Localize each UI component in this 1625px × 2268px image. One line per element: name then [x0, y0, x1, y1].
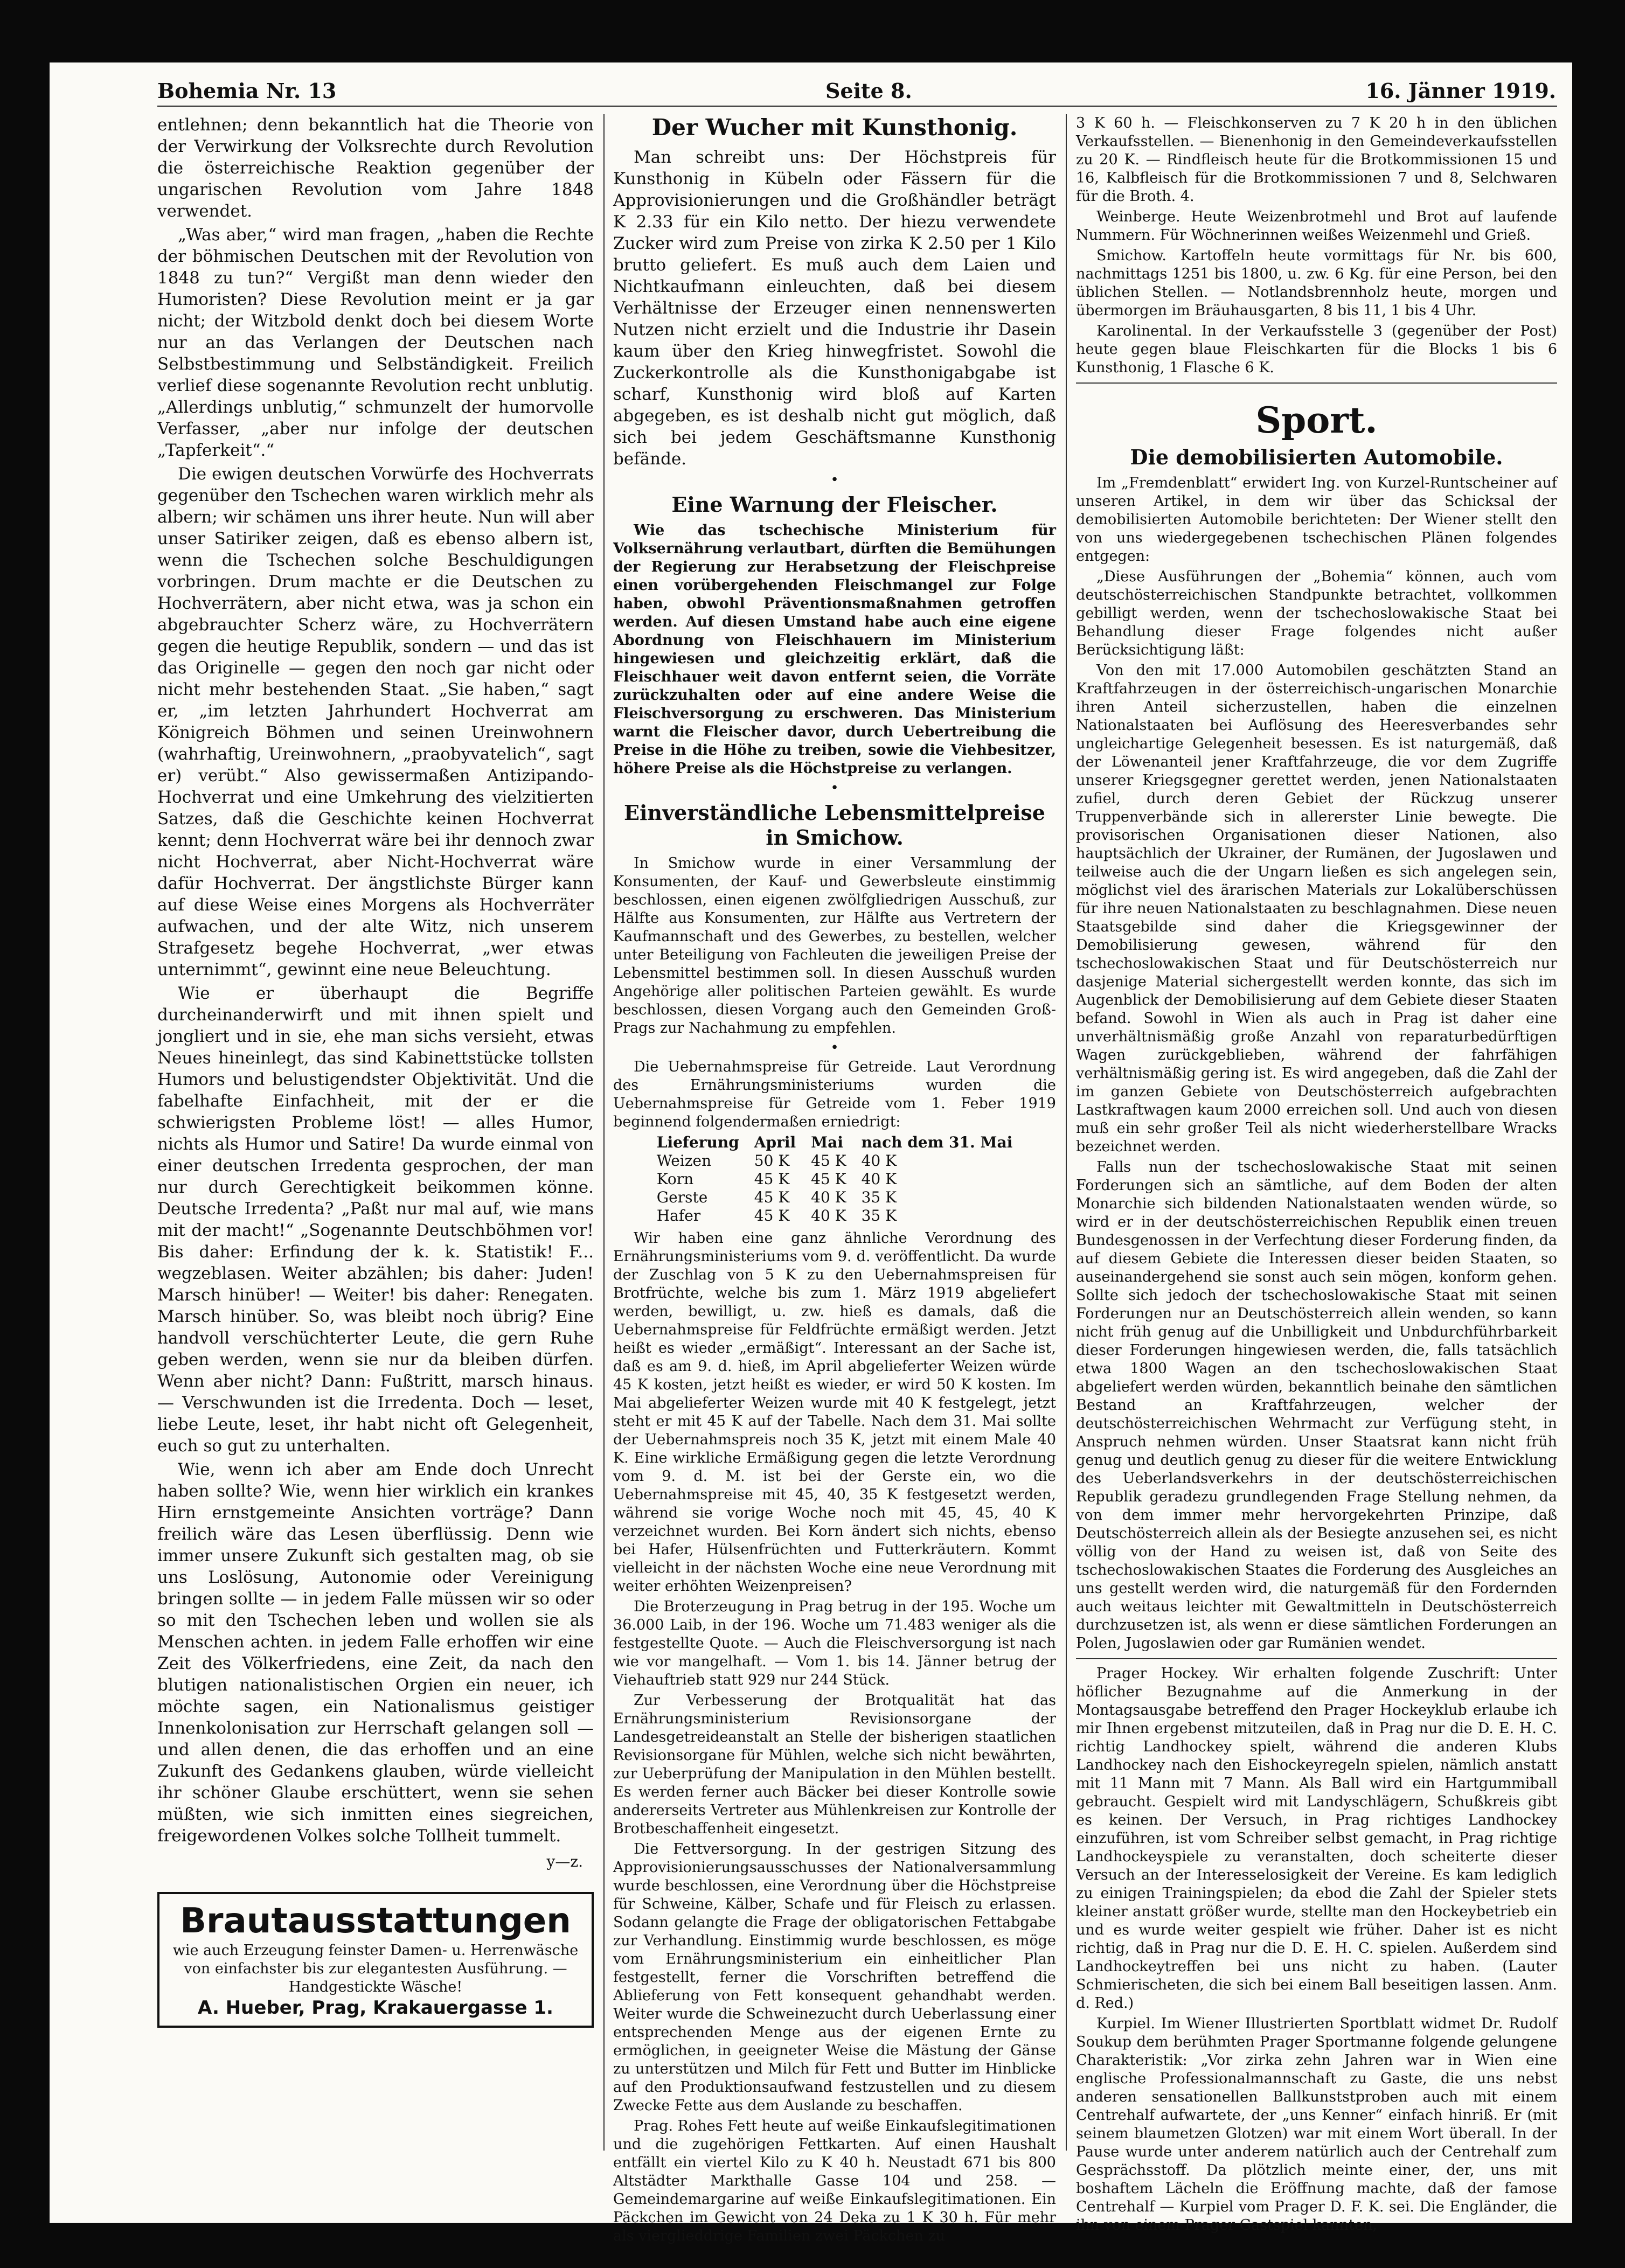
paragraph: Kurpiel. Im Wiener Illustrierten Sportblatt widmet Dr. Rudolf Soukup dem berühmten Prager Sportmanne folgende gelungene Charakteristik: „Vor zirka zehn Jahren war in Wien eine englische Professionalmannschaft zu Gaste, die uns nebst anderen sensationellen Ballkunststproben auch mit einem Centrehalf aufwartete, der „uns Kenner“ einfach hinriß. Er (mit seinem blaumetzen Glotzen) war mit einem Wort überall. In der Pause wurde unter anderem natürlich auch der Centrehalf zum Gesprächsstoff. Da plötzlich meinte einer, der, uns mit boshaftem Lächeln die Eröffnung machte, daß der famose Centrehalf — Kurpiel vom Prager D. F. K. sei. Die Engländer, die ihn von einem Prager Gastspiel kannten, — [1076, 2015, 1557, 2234]
paragraph: Die Broterzeugung in Prag betrug in der 195. Woche um 36.000 Laib, in der 196. Woche um 71.483 weniger als die festgestellte Quote. — Auch die Fleischversorgung ist nach wie vor mangelhaft. — Vom 1. bis 14. Jänner betrug der Viehauftrieb statt 929 nur 244 Stück. — [613, 1598, 1056, 1688]
separator: • — [830, 780, 839, 796]
headline: Die demobilisierten Automobile. — [1130, 445, 1503, 469]
table-cell: 40 K — [861, 1170, 897, 1188]
table-header: nach dem 31. Mai — [861, 1133, 1013, 1151]
section-rule — [1076, 382, 1557, 384]
grain-price-table — [649, 1133, 1020, 1225]
paragraph: Wie er überhaupt die Begriffe durcheinanderwirft und mit ihnen spielt und jongliert und in sie, ehe man sichs versieht, etwas Neues hineinlegt, das sind Kabinettstücke tollsten Humors und belustigendster Objektivität. Und die fabelhafte Einfachheit, mit der er die schwierigsten Probleme löst! — alles Humor, nichts als Humor und Satire! Da wurde einmal von einer deutschen Irredenta gesprochen, der man nur durch Gerechtigkeit beikommen könne. Deutsche Irredenta? „Paßt nur mal auf, wie mans mit der macht!“ „Sogenannte Deutschböhmen vor! Bis daher: Erfindung der k. k. Statistik! F... wegzeblasen. Weiter abzählen; bis daher: Juden! Marsch hinüber! — Weiter! bis daher: Renegaten. Marsch hinüber. So, was bleibt noch übrig? Eine handvoll verschüchterter Leute, die gern Ruhe geben werden, wenn sie nur da bleiben dürfen. Wenn aber nicht? Dann: Fußtritt, marsch hinaus. — Verschwunden ist die Irredenta. Doch — leset, liebe Leute, leset, ihr habt nicht oft Gelegenheit, euch so gut zu unterhalten. — [157, 984, 594, 1456]
ad-address: A. Hueber, Prag, Krakauergasse 1. — [198, 1997, 553, 2019]
section-title: Sport. — [1255, 399, 1378, 441]
table-cell: 40 K — [861, 1152, 897, 1170]
advertisement — [157, 1892, 594, 2028]
column-2 — [613, 114, 1056, 2244]
paragraph: Von den mit 17.000 Automobilen geschätzten Stand an Kraftfahrzeugen in der österreichisch-ungarischen Monarchie ihren Anteil sicherzustellen, haben die einzelnen Nationalstaaten bei Auflösung des Heeresverbandes sehr ungleichartige Gelegenheit besessen. Es ist naturgemäß, daß der Löwenanteil jener Kraftfahrzeuge, die vor dem Zugriffe unserer Kriegsgegner gerettet werden, jenen Nationalstaaten zufiel, durch deren Gebiet der Rückzug unserer Truppenverbände sich in allererster Linie bewegte. Die provisorischen Organisationen dieser Nationen, also hauptsächlich der Ukrainer, der Rumänen, der Jugoslawen und teilweise auch die der Ungarn ließen es sich angelegen sein, möglichst viel des ärarischen Materials zur Lokalüberschüssen für ihre neuen Nationalstaaten zu beschlagnahmen. Diese neuen Staatsgebilde sind daher die Kriegsgewinner der Demobilisierung gewesen, während für den tschechoslowakischen Staat und für Deutschösterreich nur dasjenige Material sichergestellt werden konnte, das sich im Augenblick der Demobilisierung auf dem Gebiete dieser Staaten befand. Sowohl in Wien als auch in Prag ist daher eine unverhältnismäßig große Anzahl von reparaturbedürftigen Wagen zurückgeblieben, während der fahrfähigen verhältnismäßig gering ist. Es wird angegeben, daß die Zahl der im ganzen Gebiete von Deutschösterreich aufgebrachten Lastkraftwagen kaum 2000 erreichen soll. Und auch von diesen muß ein sehr großer Teil als nicht wiederherstellbare Wracks bezeichnet werden. — [1076, 662, 1557, 1155]
ad-title: Brautausstattungen — [180, 1901, 571, 1941]
paragraph: Man schreibt uns: Der Höchstpreis für Kunsthonig in Kübeln oder Fässern für die Approvisionierungen und die Großhändler beträgt K 2.33 für ein Kilo netto. Der hiezu verwendete Zucker wird zum Preise von zirka K 2.50 per 1 Kilo brutto geliefert. Es muß auch dem Laien und Nichtkaufmann einleuchten, daß bei diesem Verhältnisse der Erzeuger einen nennenswerten Nutzen nicht erzielt und die Industrie ihr Dasein kaum über den Krieg hinwegfristet. Sowohl die Zuckerkontrolle als die Kunsthonigabgabe ist scharf, Kunsthonig wird bloß auf Karten abgegeben, es ist deshalb nicht gut möglich, daß sich bei jedem Geschäftsmanne Kunsthonig befände. — [613, 148, 1056, 469]
section-rule — [1076, 1658, 1557, 1659]
column-rule — [1066, 114, 1067, 2151]
headline: Einverständliche Lebensmittelpreise in Smichow. — [624, 801, 1045, 850]
column-3 — [1076, 114, 1557, 2234]
column-1 — [157, 114, 594, 2151]
table-cell: 40 K — [811, 1188, 846, 1206]
paragraph: Prag. Rohes Fett heute auf weiße Einkaufslegitimationen und die zugehörigen Fettkarten. Auf einen Haushalt entfällt ein viertel Kilo zu K 40 h. Neustadt 671 bis 800 Altstädter Markthalle Gasse 104 und 258. — Gemeindemargarine auf weiße Einkaufslegitimationen. Ein Päckchen im Gewicht von 24 Deka zu 1 K 30 h. Für mehr als vierglieddrige Familien zwei Päckchen zu — [613, 2118, 1056, 2244]
table-header: Mai — [811, 1133, 843, 1151]
table-header: April — [754, 1133, 796, 1151]
paragraph: Die Uebernahmspreise für Getreide. Laut Verordnung des Ernährungsministeriums wurden die Uebernahmspreise für Getreide vom 1. Feber 1919 beginnend folgendermaßen erniedrigt: — [613, 1059, 1056, 1130]
paragraph: Wie, wenn ich aber am Ende doch Unrecht haben sollte? Wie, wenn hier wirklich ein krankes Hirn ernstgemeinte Ansichten vorträge? Dann freilich wäre das Lesen überflüssig. Denn wie immer unsere Zukunft sich gestalten mag, ob sie uns Loslösung, Autonomie oder Vereinigung bringen sollte — in jedem Falle müssen wir so oder so mit den Tschechen leben und wollen sie als Menschen achten. in jedem Falle erhoffen wir eine Zeit des Völkerfriedens, eine Zeit, da nach den blutigen nationalistischen Orgien ein neuer, ich möchte sagen, ein Nationalismus geistiger Innenkolonisation zur Herrschaft gelangen soll — und allen denen, die das erhoffen und an eine Zukunft des Gedankens glauben, würde vielleicht ihr schöner Glaube erschüttert, wenn sie sehen müßten, wie sich inmitten eines siegreichen, freigewordenen Volkes solche Tollheit tummelt. — [157, 1460, 594, 1846]
table-cell: 45 K — [754, 1207, 790, 1225]
paragraph: Die Fettversorgung. In der gestrigen Sitzung des Approvisionierungsausschusses der Nationalversammlung wurde beschlossen, eine Verordnung über die Höchstpreise für Schweine, Kälber, Schafe und für Fleisch zu erlassen. Sodann gelangte die Frage der obligatorischen Fettabgabe zur Verhandlung. Einstimmig wurde beschlossen, es möge vom Ernährungsministerium ein einheitlicher Plan festgestellt, ferner die Vorschriften betreffend die Ablieferung von Fett konsequent gehandhabt werden. Weiter wurde die Schweinezucht durch Ueberlassung einer entsprechenden Menge aus der eigenen Ernte zu ermöglichen, in geeigneter Weise die Mästung der Gänse zu unterstützen und Milch für Fett und Butter im Hinblicke auf den Produktionsaufwand festzustellen und zu diesem Zwecke Fette aus dem Auslande zu beschaffen. — [613, 1841, 1056, 2114]
paragraph: In Smichow wurde in einer Versammlung der Konsumenten, der Kauf- und Gewerbsleute einstimmig beschlossen, einen eigenen zwölfgliedrigen Ausschuß, zur Hälfte aus Konsumenten, zur Hälfte aus Vertretern der Kaufmannschaft und des Gewerbes, zu bestellen, welcher unter Beteiligung von Fachleuten die jeweiligen Preise der Lebensmittel bestimmen soll. In diesen Ausschuß wurden Angehörige aller politischen Parteien gewählt. Es wurde beschlossen, diesen Vorgang auch den Gemeinden Groß-Prags zur Nachahmung zu empfehlen. — [613, 855, 1056, 1036]
paragraph: Wie das tschechische Ministerium für Volksernährung verlautbart, dürften die Bemühungen der Regierung zur Herabsetzung der Fleischpreise einen vorübergehenden Fleischmangel zur Folge haben, obwohl Präventionsmaßnahmen getroffen werden. Auf diesen Umstand habe auch eine eigene Abordnung von Fleischhauern im Ministerium hingewiesen und gleichzeitig erklärt, daß die Fleischhauer weit davon entfernt seien, die Vorräte zurückzuhalten oder auf eine andere Weise die Fleischversorgung zu erschweren. Das Ministerium warnt die Fleischer davor, durch Uebertreibung die Preise in die Höhe zu treiben, sowie die Viehbesitzer, höhere Preise als die Höchstpreise zu verlangen. — [613, 522, 1056, 777]
paragraph: „Was aber,“ wird man fragen, „haben die Rechte der böhmischen Deutschen mit der Revolution von 1848 zu tun?“ Vergißt man denn wieder den Humoristen? Diese Revolution meint er ja gar nicht; der Witzbold denkt doch bei diesem Worte nur an das Verlangen der Deutschen nach Selbstbestimmung und Selbständigkeit. Freilich verlief diese sogenannte Revolution recht unblutig. „Allerdings unblutig,“ schmunzelt der humorvolle Verfasser, „aber nur infolge der deutschen „Tapferkeit“.“ — [157, 225, 594, 460]
paragraph: Prager Hockey. Wir erhalten folgende Zuschrift: Unter höflicher Bezugnahme auf die Anmerkung in der Montagsausgabe betreffend den Prager Hockeyklub erlaube ich mir Ihnen ergebenst mitzuteilen, daß in Prag nur die D. E. H. C. richtig Landhockey spielt, während die anderen Klubs Landhockey nach den Eishockeyregeln spielen, nämlich anstatt mit 11 Mann mit 7 Mann. Als Ball wird ein Hartgummiball gebraucht. Gespielt wird mit Landyschlägern, Schußkreis gibt es keinen. Der Versuch, in Prag richtiges Landhockey einzuführen, ist vom Schreiber selbst gemacht, in Prag richtige Landhockeyspiele zu veranstalten, doch scheiterte dieser Versuch an der Interesselosigkeit der Vereine. Es kam lediglich zu einigen Trainingspielen; da ebod die Zahl der Spieler stets kleiner anstatt größer wurde, stellte man den Hockeybetrieb ein und es wurde weiter gespielt wie früher. Daher ist es nicht richtig, daß in Prag nur die D. E. H. C. spielen. Außerdem sind Landhockeytreffen bei uns nicht zu haben. (Lauter Schmierischeten, die sich bei einem Ball beseitigen lassen. Anm. d. Red.) — [1076, 1665, 1557, 2012]
table-cell: 35 K — [861, 1188, 897, 1206]
table-cell: 35 K — [861, 1207, 897, 1225]
paragraph: Zur Verbesserung der Brotqualität hat das Ernährungsministerium Revisionsorgane der Landesgetreideanstalt an Stelle der bisherigen staatlichen Revisionsorgane für Mühlen, welche sich nicht bewährten, zur Ueberprüfung der Manipulation in den Mühlen bestellt. Es werden ferner auch Bäcker bei dieser Kontrolle sowie andererseits Vertreter aus Mühlenkreisen zur Kontrolle der Brotbeschaffenheit eingesetzt. — [613, 1692, 1056, 1837]
paragraph: Smichow. Kartoffeln heute vormittags für Nr. bis 600, nachmittags 1251 bis 1800, u. zw. 6 Kg. für eine Person, bei den üblichen Stellen. — Notlandsbrennholz heute, morgen und übermorgen im Bräuhausgarten, 8 bis 11, 1 bis 4 Uhr. — [1076, 247, 1557, 319]
column-rule — [603, 114, 605, 2151]
paragraph: Karolinental. In der Verkaufsstelle 3 (gegenüber der Post) heute gegen blaue Fleischkarten für die Blocks 1 bis 6 Kunsthonig, 1 Flasche 6 K. — [1076, 323, 1557, 376]
table-cell: 45 K — [811, 1170, 846, 1188]
table-cell: 45 K — [754, 1188, 790, 1206]
ad-text: wie auch Erzeugung feinster Damen- u. Herrenwäsche von einfachster bis zur elegantesten Ausführung. — Handgestickte Wäsche! — [172, 1942, 579, 1995]
paragraph: Im „Fremdenblatt“ erwidert Ing. von Kurzel-Runtscheiner auf unseren Artikel, in dem wir über das Schicksal der demobilisierten Automobile berichteten: Der Wiener stellt den von uns wiedergegebenen tschechischen Plänen folgendes entgegen: — [1076, 475, 1557, 565]
table-cell: Hafer — [656, 1207, 701, 1225]
table-row — [649, 1188, 1020, 1207]
author-signature: y—z. — [546, 1853, 583, 1870]
paragraph: Die ewigen deutschen Vorwürfe des Hochverrats gegenüber den Tschechen waren wirklich mehr als albern; wir schämen uns ihrer heute. Nun will aber unser Satiriker zeigen, daß es ebenso albern ist, wenn die Tschechen solche Beschuldigungen vorbringen. Drum machte er die Deutschen zu Hochverrätern, aber nicht etwa, was ja schon ein abgebrauchter Scherz wäre, zu Hochverrätern gegen die heutige Republik, sondern — und das ist das Originelle — gegen den noch gar nicht oder nicht mehr bestehenden Staat. „Sie haben,“ sagt er, „im letzten Jahrhundert Hochverrat am Königreich Böhmen und seinen Ureinwohnern (wahrhaftig, Ureinwohnern, „praobyvatelich“, sagt er) verübt.“ Also gewissermaßen Antizipando-Hochverrat und eine Umkehrung des vielzitierten Satzes, daß die Geschichte keinen Hochverrat kennt; denn Hochverrat wäre bei ihr dennoch zwar nicht Hochverrat, aber Nicht-Hochverrat wäre dafür Hochverrat. Der ängstlichste Bürger kann auf diese Weise eines Morgens als Hochverräter aufwachen, und der alte Witz, nich unserem Strafgesetz begehe Hochverrat, „wer etwas unternimmt“, gewinnt eine neue Beleuchtung. — [157, 464, 594, 979]
separator: • — [830, 1040, 839, 1056]
table-header-row — [649, 1133, 1020, 1152]
table-cell: 45 K — [811, 1152, 846, 1170]
paragraph: Weinberge. Heute Weizenbrotmehl und Brot auf laufende Nummern. Für Wöchnerinnen weißes Weizenmehl und Grieß. — [1076, 208, 1557, 244]
table-row — [649, 1152, 1020, 1170]
headline: Eine Warnung der Fleischer. — [671, 492, 998, 517]
table-row — [649, 1207, 1020, 1225]
newspaper-page — [50, 62, 1572, 2244]
table-cell: 45 K — [754, 1170, 790, 1188]
table-cell: 50 K — [754, 1152, 790, 1170]
header-publication: Bohemia Nr. 13 — [157, 79, 337, 103]
table-cell: 40 K — [811, 1207, 846, 1225]
paragraph: entlehnen; denn bekanntlich hat die Theorie von der Verwirkung der Volksrechte durch Revolution die österreichische Reaktion gegenüber der ungarischen Revolution vom Jahre 1848 verwendet. — [157, 115, 594, 221]
header-page-number: Seite 8. — [825, 79, 912, 103]
headline: Der Wucher mit Kunsthonig. — [651, 114, 1018, 141]
table-cell: Weizen — [656, 1152, 712, 1170]
header-rule — [157, 106, 1557, 107]
table-row — [649, 1170, 1020, 1188]
paragraph: 3 K 60 h. — Fleischkonserven zu 7 K 20 h in den üblichen Verkaufsstellen. — Bienenhonig in den Gemeindeverkaufsstellen zu 20 K. — Rindfleisch heute für die Brotkommissionen 15 und 16, Kalbfleisch für die Brotkommissionen 7 und 8, Selchwaren für die Broth. 4. — [1076, 115, 1557, 205]
paragraph: Wir haben eine ganz ähnliche Verordnung des Ernährungsministeriums vom 9. d. veröffentlicht. Da wurde der Zuschlag von 5 K zu den Uebernahmspreisen für Brotfrüchte, welche bis zum 1. März 1919 abgeliefert werden, bewilligt, u. zw. hieß es damals, daß die Uebernahmspreise für Feldfrüchte ermäßigt werden. Jetzt heißt es wieder „ermäßigt“. Interessant an der Sache ist, daß es am 9. d. hieß, im April abgelieferter Weizen würde 45 K kosten, jetzt heißt es wieder, er wird 50 K kosten. Im Mai abgelieferter Weizen wurde mit 40 K festgelegt, jetzt steht er mit 45 K auf der Tabelle. Nach dem 31. Mai sollte der Uebernahmspreis noch 35 K, jetzt mit einem Male 40 K. Eine wirkliche Ermäßigung gegen die letzte Verordnung vom 9. d. M. ist bei der Gerste ein, wo die Uebernahmspreise mit 45, 40, 35 K festgesetzt werden, während sie vorige Woche noch mit 45, 45, 40 K verzeichnet wurden. Bei Korn ändert sich nichts, ebenso bei Hafer, Hülsenfrüchten und Futterkräutern. Kommt vielleicht in der nächsten Woche eine neue Verordnung mit weiter erhöhten Weizenpreisen? — [613, 1230, 1056, 1595]
page-header — [50, 72, 1572, 110]
paragraph: Falls nun der tschechoslowakische Staat mit seinen Forderungen sich an sämtliche, auf dem Boden der alten Monarchie sich bildenden Nationalstaaten wenden würde, so wird er in der deutschösterreichischen Republik einen treuen Bundesgenossen in der Verfechtung dieser Forderung finden, da auf diesem Gebiete die Interessen dieser beiden Staaten, so auseinandergehend sie sonst auch sein mögen, konform gehen. Sollte sich jedoch der tschechoslowakische Staat mit seinen Forderungen nur an Deutschösterreich allein wenden, so kann nicht früh genug auf die Unbilligkeit und Unbdurchführbarkeit dieser Forderungen hingewiesen werden, die, falls tatsächlich etwa 1800 Wagen an den tschechoslowakischen Staat abgeliefert werden würden, bekanntlich beinahe den sämtlichen Bestand an Kraftfahrzeugen, welcher der deutschösterreichischen Wehrmacht zur Verfügung steht, in Anspruch nehmen würden. Unser Staatsrat kann nicht früh genug und deutlich genug zu dieser für die weitere Entwicklung des Ueberlandsverkehrs in der deutschösterreichischen Republik geradezu grundlegenden Frage Stellung nehmen, da von dem immer mehr hervorgekehrten Prinzipe, daß Deutschösterreich allein als der Besiegte anzusehen sei, es nicht völlig von der Hand zu weisen ist, daß von Seite des tschechoslowakischen Staates die Forderung des Ausgleiches an uns gestellt werden wird, die naturgemäß für den Fordernden auch weitaus leichter mit Gewaltmitteln in Deutschösterreich durchzusetzen ist, als wenn er diese sämtlichen Forderungen an Polen, Jugoslawien oder gar Rumänien wendet. — [1076, 1159, 1557, 1652]
paragraph: „Diese Ausführungen der „Bohemia“ können, auch vom deutschösterreichischen Standpunkte betrachtet, vollkommen gebilligt werden, wenn der tschechoslowakische Staat bei Behandlung dieser Frage folgendes nicht außer Berücksichtigung läßt: — [1076, 568, 1557, 658]
header-date: 16. Jänner 1919. — [1365, 79, 1556, 103]
table-cell: Gerste — [656, 1188, 708, 1206]
separator: • — [830, 472, 839, 488]
table-header: Lieferung — [656, 1133, 739, 1151]
table-cell: Korn — [656, 1170, 694, 1188]
